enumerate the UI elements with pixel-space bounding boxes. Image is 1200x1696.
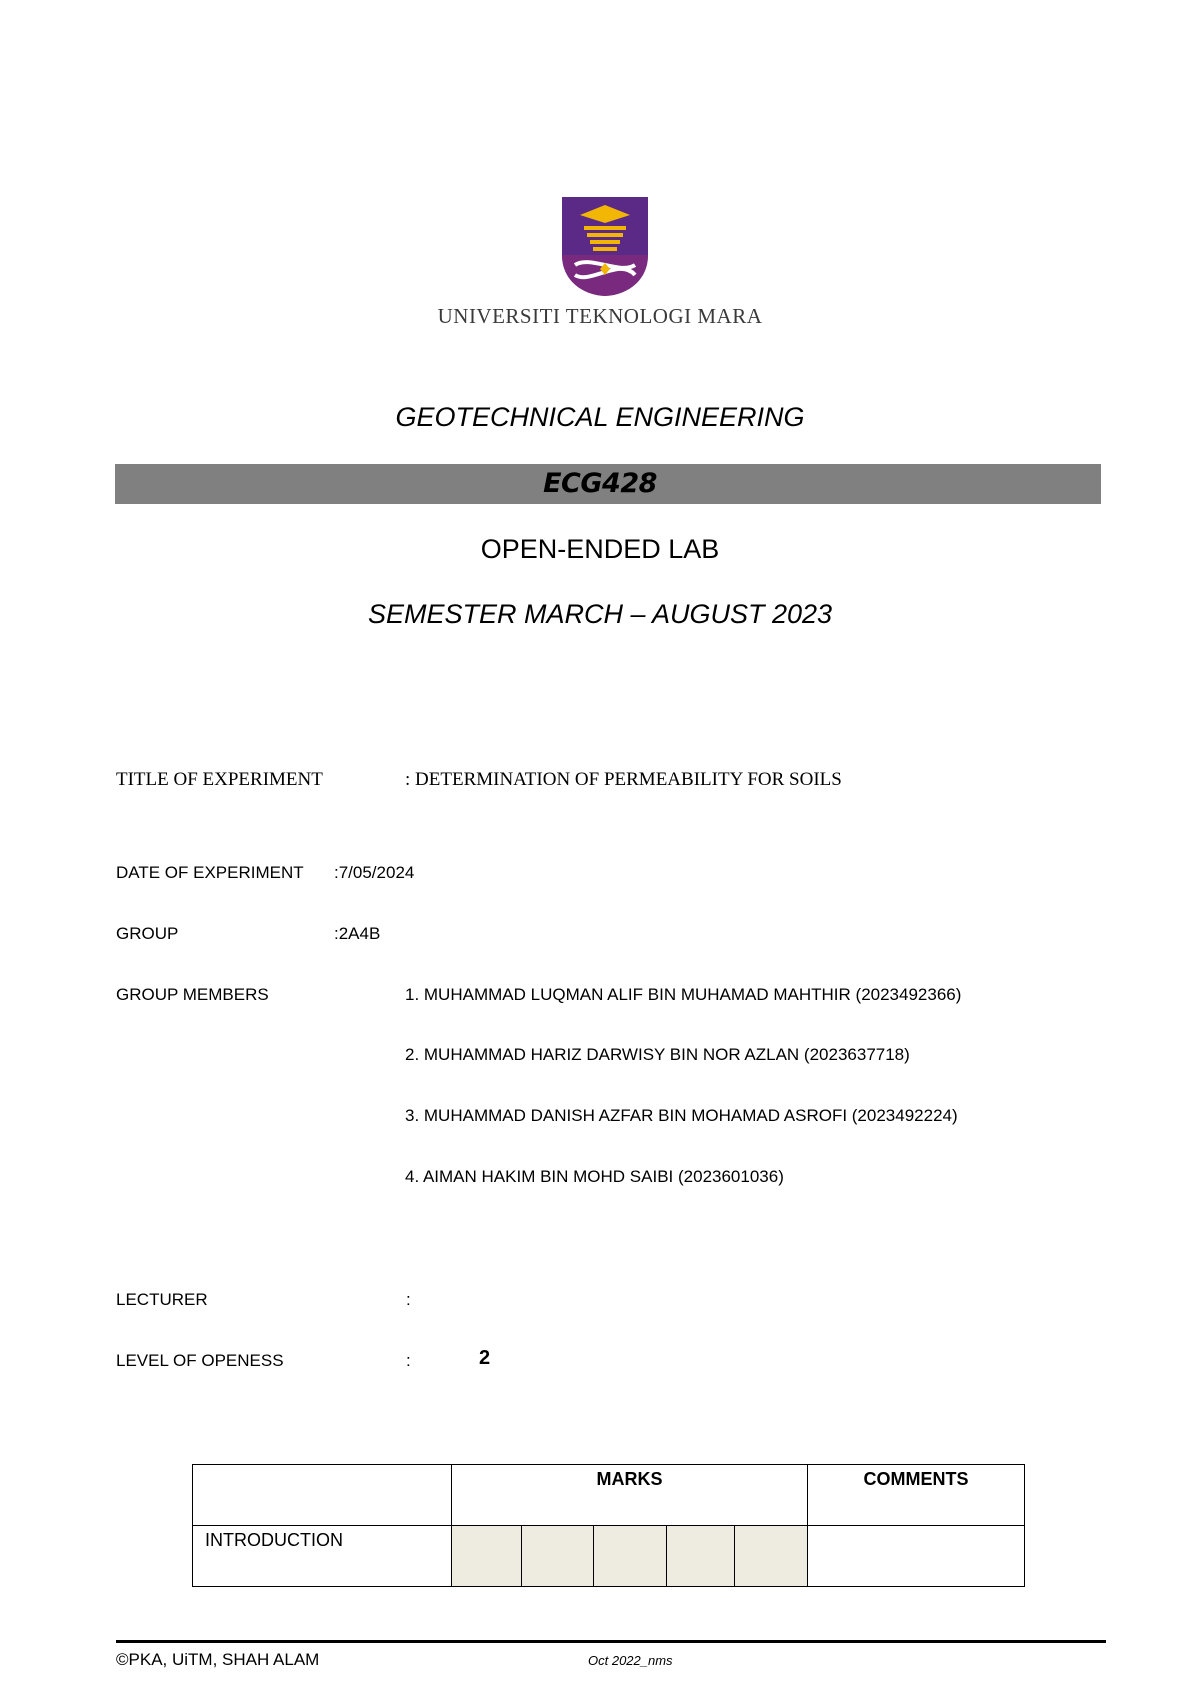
row-label-introduction: INTRODUCTION [193,1526,452,1587]
comments-header: COMMENTS [808,1465,1025,1526]
group-member-4: 4. AIMAN HAKIM BIN MOHD SAIBI (2023601036) [405,1167,784,1186]
mark-cell-2[interactable] [522,1526,594,1587]
university-name: UNIVERSITI TEKNOLOGI MARA [437,304,763,328]
mark-cell-1[interactable] [452,1526,522,1587]
mark-cell-4[interactable] [667,1526,735,1587]
group-value: :2A4B [334,924,381,943]
footer-version: Oct 2022_nms [588,1653,673,1668]
course-name: GEOTECHNICAL ENGINEERING [395,402,805,432]
group-member-3: 3. MUHAMMAD DANISH AZFAR BIN MOHAMAD ASROFI (2023492224) [405,1106,958,1125]
semester: SEMESTER MARCH – AUGUST 2023 [367,599,833,629]
level-of-openness-colon: : [406,1351,411,1370]
group-label: GROUP [116,924,179,943]
comments-cell[interactable] [808,1526,1025,1587]
title-of-experiment-label: TITLE OF EXPERIMENT [116,769,323,790]
uitm-crest-logo [560,195,650,298]
marks-table-header-row [193,1465,1025,1526]
lecturer-label: LECTURER [116,1290,208,1309]
mark-cell-5[interactable] [735,1526,808,1587]
mark-cell-3[interactable] [594,1526,667,1587]
group-member-1: 1. MUHAMMAD LUQMAN ALIF BIN MUHAMAD MAHTHIR (2023492366) [405,985,962,1004]
table-header-blank [193,1465,452,1526]
level-of-openness-label: LEVEL OF OPENESS [116,1351,284,1370]
group-member-2: 2. MUHAMMAD HARIZ DARWISY BIN NOR AZLAN (2023637718) [405,1045,910,1064]
lab-type: OPEN-ENDED LAB [480,534,720,564]
table-row [193,1526,1025,1587]
date-of-experiment-value: :7/05/2024 [334,863,415,882]
footer-divider [116,1640,1106,1643]
date-of-experiment-label: DATE OF EXPERIMENT [116,863,304,882]
course-code: ECG428 [543,468,657,499]
footer-copyright: ©PKA, UiTM, SHAH ALAM [116,1650,320,1669]
title-of-experiment-value: : DETERMINATION OF PERMEABILITY FOR SOILS [405,769,842,790]
lecturer-colon: : [406,1290,411,1309]
marks-table [192,1464,1025,1587]
group-members-label: GROUP MEMBERS [116,985,269,1004]
marks-header: MARKS [452,1465,808,1526]
level-of-openness-value: 2 [479,1347,491,1369]
